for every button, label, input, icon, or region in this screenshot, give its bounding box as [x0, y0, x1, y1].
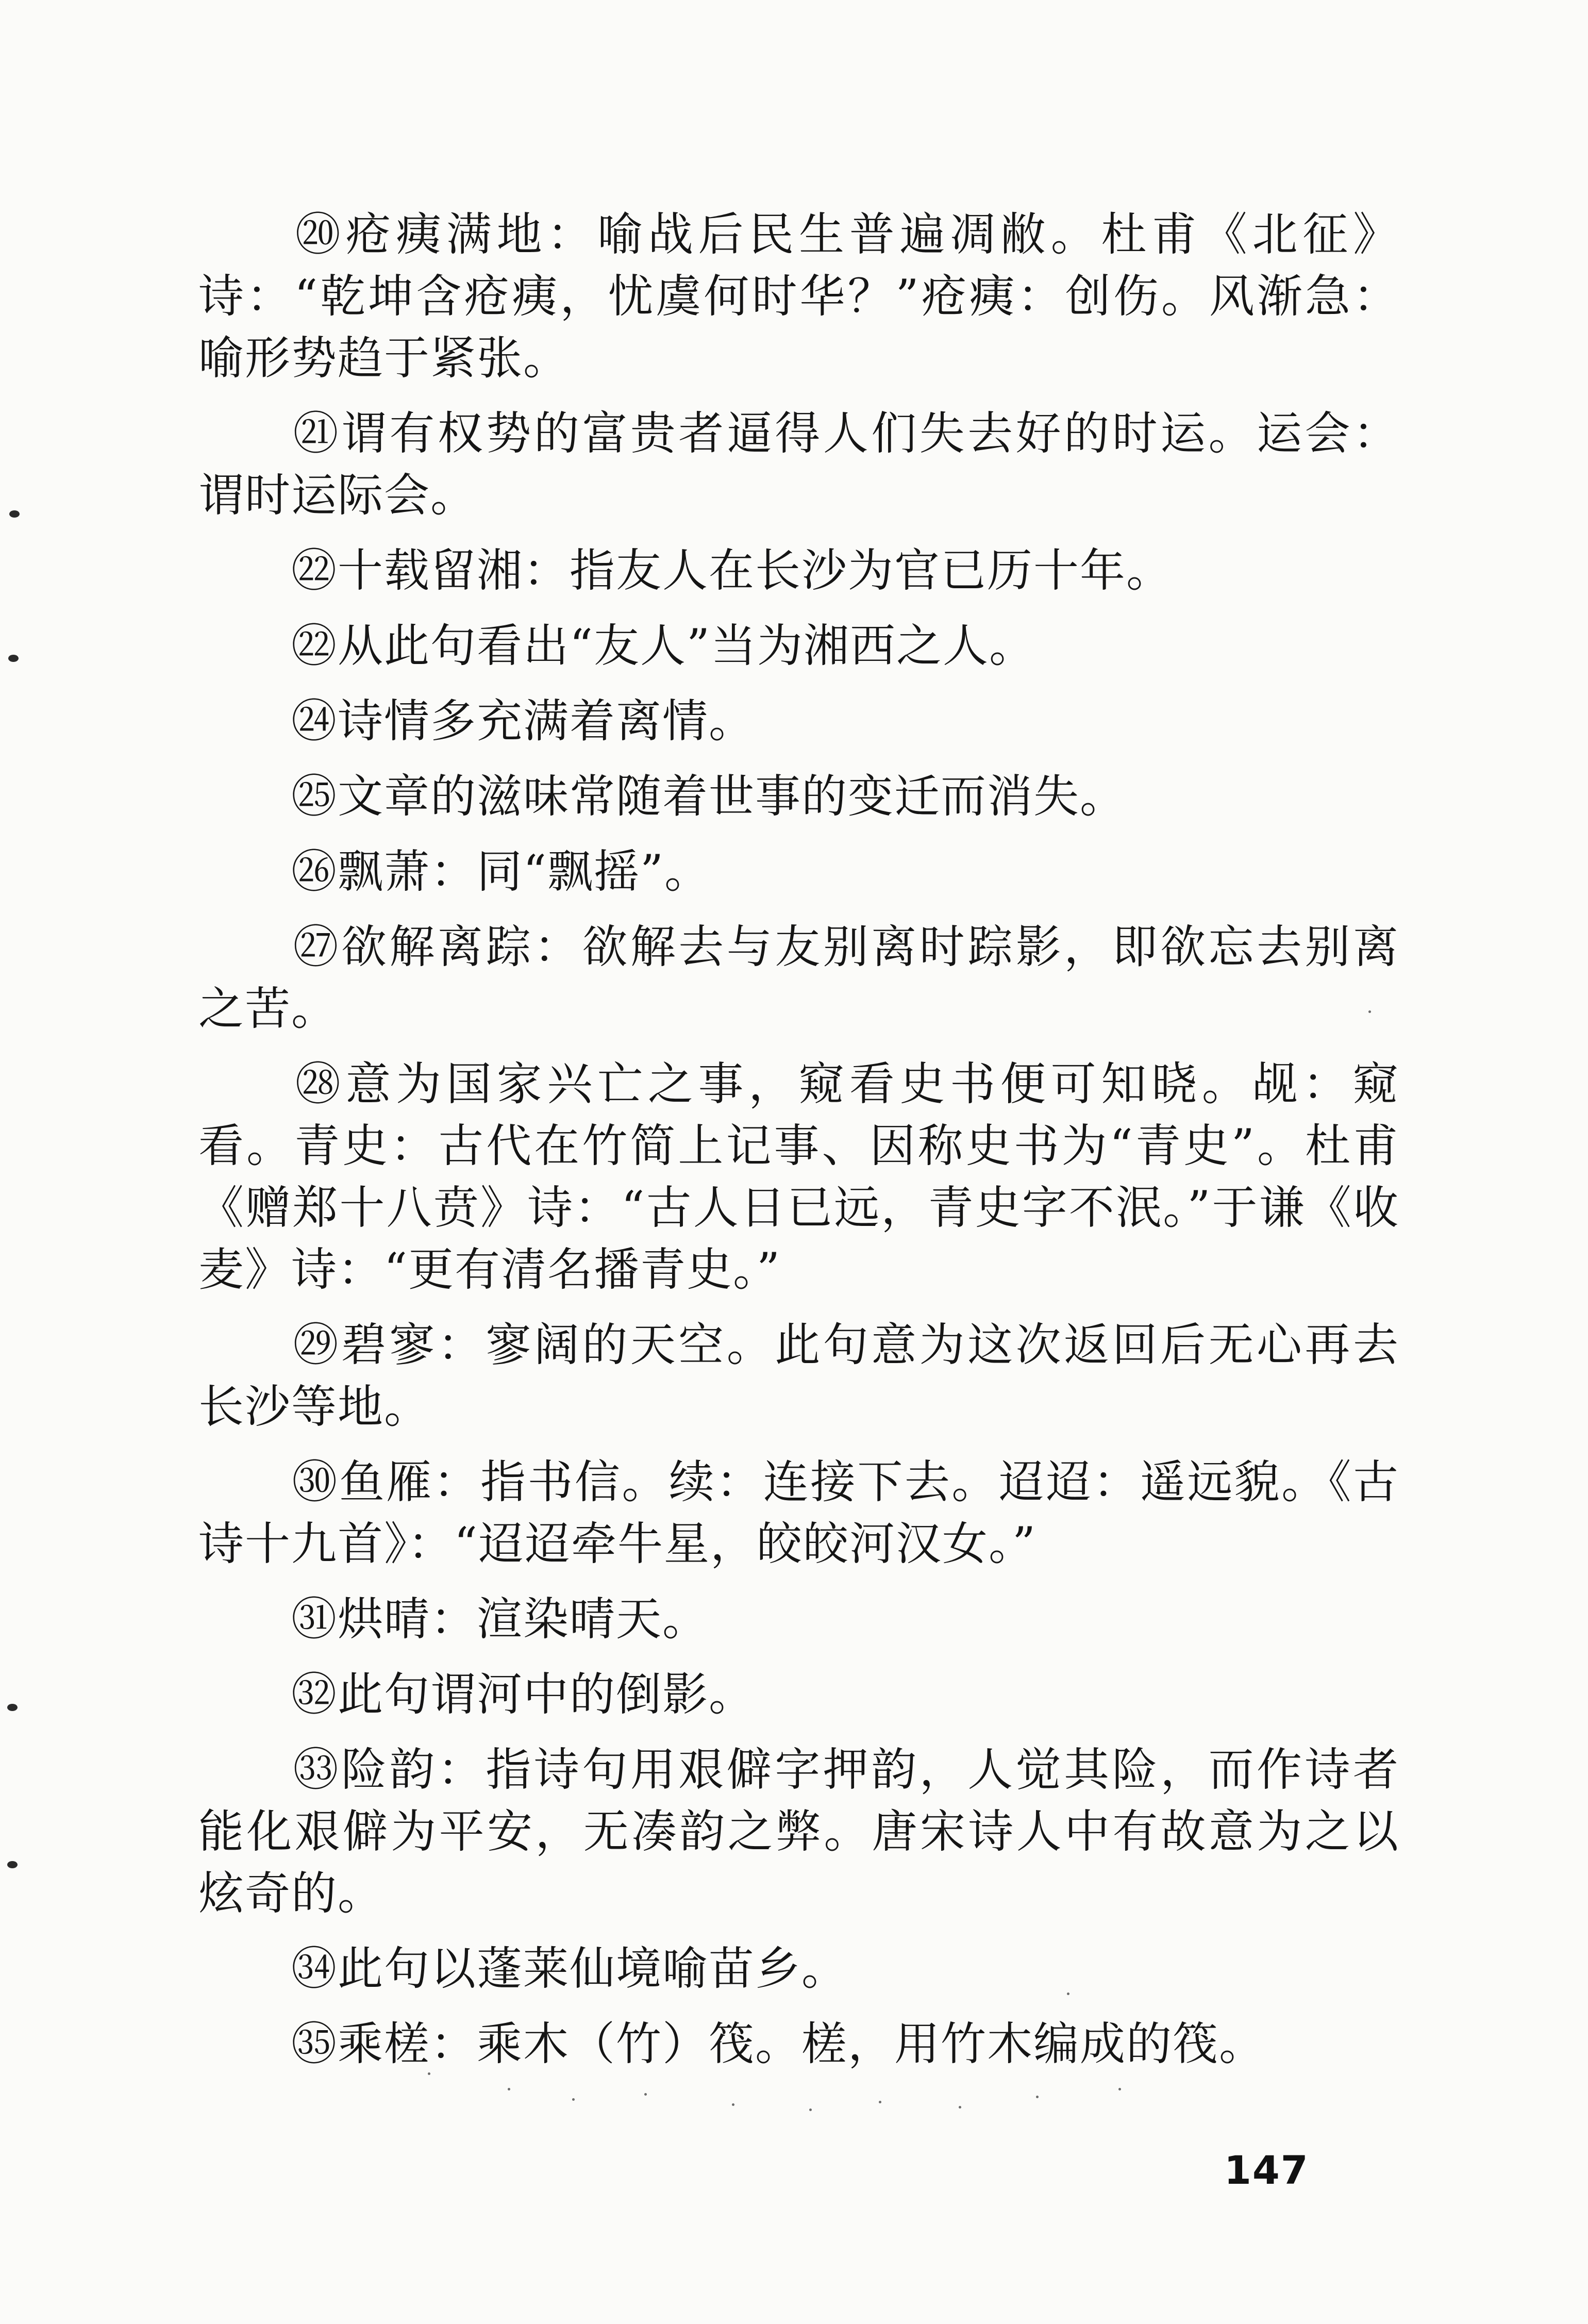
note-29 [198, 1314, 1399, 1438]
note-26 [198, 841, 1399, 903]
note-text: ㉒十载留湘：指友人在长沙为官已历十年。 [291, 544, 1173, 597]
note-23 [198, 615, 1399, 677]
note-28 [198, 1053, 1399, 1301]
note-32 [198, 1664, 1399, 1725]
page-number: 147 [1224, 2147, 1309, 2193]
note-text: ㉕文章的滋味常随着世事的变迁而消失。 [291, 770, 1127, 823]
note-text: ㉚鱼雁：指书信。续：连接下去。迢迢：遥远貌。《古诗十九首》：“迢迢牵牛星，皎皎河汉女。” [198, 1455, 1399, 1570]
binding-hole-mark [7, 1704, 18, 1711]
scan-speck [879, 2101, 881, 2103]
note-text: ㉗欲解离踪：欲解去与友别离时踪影，即欲忘去别离之苦。 [198, 920, 1399, 1035]
note-text: ㉘意为国家兴亡之事，窥看史书便可知晓。觇：窥看。青史：古代在竹简上记事、因称史书为“青史”。杜甫《赠郑十八贲》诗：“古人日已远，青史字不泯。”于谦《收麦》诗：“更有清名播青史。” [198, 1057, 1399, 1296]
note-text: ㉞此句以蓬莱仙境喻苗乡。 [291, 1942, 848, 1995]
scan-speck [1036, 2096, 1039, 2098]
note-text: ㉝险韵：指诗句用艰僻字押韵，人觉其险，而作诗者能化艰僻为平安，无凑韵之弊。唐宋诗人中有故意为之以炫奇的。 [198, 1743, 1399, 1920]
scan-speck [959, 2106, 961, 2109]
note-text: ㉟乘槎：乘木（竹）筏。槎，用竹木编成的筏。 [291, 2017, 1266, 2070]
annotation-notes [198, 204, 1399, 2088]
note-text: ㉙碧寥：寥阔的天空。此句意为这次返回后无心再去长沙等地。 [198, 1318, 1399, 1433]
note-text: ㉑谓有权势的富贵者逼得人们失去好的时运。运会：谓时运际会。 [198, 407, 1399, 522]
note-33 [198, 1739, 1399, 1924]
note-30 [198, 1451, 1399, 1575]
note-text: ⑳疮痍满地：喻战后民生普遍凋敝。杜甫《北征》诗：“乾坤含疮痍，忧虞何时华？”疮痍：创伤。风渐急：喻形势趋于紧张。 [198, 208, 1399, 385]
note-34 [198, 1938, 1399, 2000]
binding-hole-mark [7, 1861, 18, 1868]
note-22 [198, 540, 1399, 602]
binding-hole-mark [8, 655, 19, 662]
note-31 [198, 1588, 1399, 1650]
note-text: ㉒从此句看出“友人”当为湘西之人。 [291, 619, 1035, 672]
note-25 [198, 766, 1399, 827]
note-24 [198, 690, 1399, 752]
note-text: ㉜此句谓河中的倒影。 [291, 1668, 756, 1721]
scan-speck [732, 2103, 734, 2106]
binding-hole-mark [9, 510, 20, 518]
note-text: ㉖飘萧：同“飘摇”。 [291, 845, 711, 898]
note-21 [198, 403, 1399, 526]
scan-speck [572, 2098, 575, 2101]
note-35 [198, 2013, 1399, 2075]
note-20 [198, 204, 1399, 389]
note-27 [198, 916, 1399, 1040]
scan-speck [809, 2109, 812, 2111]
note-text: ㉔诗情多充满着离情。 [291, 694, 756, 748]
note-text: ㉛烘晴：渲染晴天。 [291, 1592, 709, 1646]
scan-speck [644, 2093, 647, 2096]
